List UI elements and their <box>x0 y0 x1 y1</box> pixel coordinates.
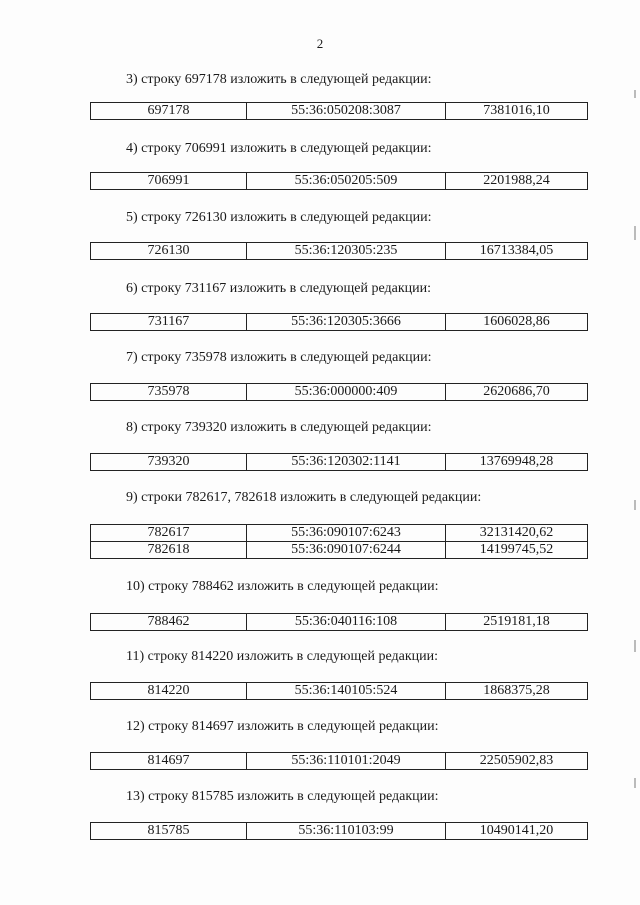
cadastral-number-cell: 55:36:120305:3666 <box>247 314 446 331</box>
table-section-4 <box>90 172 588 190</box>
cadastral-number-cell: 55:36:090107:6244 <box>247 542 446 559</box>
value-cell: 2620686,70 <box>446 384 588 401</box>
instruction-11: 11) строку 814220 изложить в следующей редакции: <box>126 649 439 664</box>
table-row <box>91 103 588 120</box>
row-number-cell: 731167 <box>91 314 247 331</box>
instruction-4: 4) строку 706991 изложить в следующей редакции: <box>126 141 432 156</box>
instruction-3: 3) строку 697178 изложить в следующей редакции: <box>126 72 432 87</box>
scan-mark <box>634 500 636 510</box>
scan-mark <box>634 640 636 652</box>
row-number-cell: 706991 <box>91 173 247 190</box>
table-row <box>91 683 588 700</box>
instruction-9: 9) строки 782617, 782618 изложить в следующей редакции: <box>126 490 482 505</box>
table-section-12 <box>90 752 588 770</box>
value-cell: 14199745,52 <box>446 542 588 559</box>
scan-mark <box>634 90 636 98</box>
row-number-cell: 782618 <box>91 542 247 559</box>
cadastral-number-cell: 55:36:110103:99 <box>247 823 446 840</box>
table-section-9 <box>90 524 588 559</box>
row-number-cell: 814220 <box>91 683 247 700</box>
table-section-6 <box>90 313 588 331</box>
page-number: 2 <box>316 36 324 51</box>
row-number-cell: 814697 <box>91 753 247 770</box>
value-cell: 13769948,28 <box>446 454 588 471</box>
table-section-13 <box>90 822 588 840</box>
table-row <box>91 542 588 559</box>
instruction-8: 8) строку 739320 изложить в следующей редакции: <box>126 420 432 435</box>
cadastral-number-cell: 55:36:120305:235 <box>247 243 446 260</box>
value-cell: 16713384,05 <box>446 243 588 260</box>
cadastral-number-cell: 55:36:040116:108 <box>247 614 446 631</box>
value-cell: 2519181,18 <box>446 614 588 631</box>
cadastral-number-cell: 55:36:140105:524 <box>247 683 446 700</box>
instruction-5: 5) строку 726130 изложить в следующей редакции: <box>126 210 432 225</box>
table-row <box>91 384 588 401</box>
value-cell: 22505902,83 <box>446 753 588 770</box>
table-section-3 <box>90 102 588 120</box>
scan-mark <box>634 778 636 788</box>
value-cell: 32131420,62 <box>446 525 588 542</box>
scan-mark <box>634 226 636 240</box>
row-number-cell: 782617 <box>91 525 247 542</box>
row-number-cell: 697178 <box>91 103 247 120</box>
table-row <box>91 454 588 471</box>
cadastral-number-cell: 55:36:000000:409 <box>247 384 446 401</box>
table-section-10 <box>90 613 588 631</box>
table-row <box>91 614 588 631</box>
cadastral-number-cell: 55:36:120302:1141 <box>247 454 446 471</box>
row-number-cell: 815785 <box>91 823 247 840</box>
instruction-12: 12) строку 814697 изложить в следующей редакции: <box>126 719 439 734</box>
cadastral-number-cell: 55:36:110101:2049 <box>247 753 446 770</box>
cadastral-number-cell: 55:36:050208:3087 <box>247 103 446 120</box>
cadastral-number-cell: 55:36:050205:509 <box>247 173 446 190</box>
table-section-11 <box>90 682 588 700</box>
value-cell: 7381016,10 <box>446 103 588 120</box>
row-number-cell: 788462 <box>91 614 247 631</box>
table-section-5 <box>90 242 588 260</box>
row-number-cell: 726130 <box>91 243 247 260</box>
value-cell: 10490141,20 <box>446 823 588 840</box>
row-number-cell: 735978 <box>91 384 247 401</box>
table-row <box>91 823 588 840</box>
row-number-cell: 739320 <box>91 454 247 471</box>
value-cell: 2201988,24 <box>446 173 588 190</box>
instruction-13: 13) строку 815785 изложить в следующей редакции: <box>126 789 439 804</box>
instruction-10: 10) строку 788462 изложить в следующей редакции: <box>126 579 439 594</box>
instruction-6: 6) строку 731167 изложить в следующей редакции: <box>126 281 432 296</box>
table-row <box>91 173 588 190</box>
table-section-8 <box>90 453 588 471</box>
table-row <box>91 243 588 260</box>
table-row <box>91 314 588 331</box>
table-section-7 <box>90 383 588 401</box>
value-cell: 1606028,86 <box>446 314 588 331</box>
instruction-7: 7) строку 735978 изложить в следующей редакции: <box>126 350 432 365</box>
cadastral-number-cell: 55:36:090107:6243 <box>247 525 446 542</box>
table-row <box>91 753 588 770</box>
value-cell: 1868375,28 <box>446 683 588 700</box>
table-row <box>91 525 588 542</box>
